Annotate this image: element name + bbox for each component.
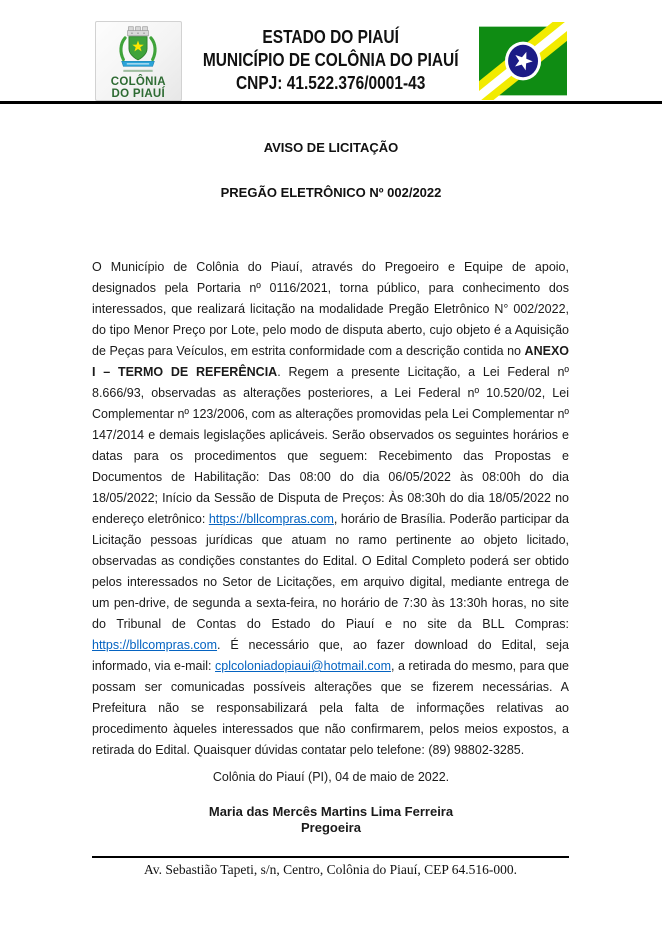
coat-of-arms-icon [110,25,166,75]
logo-name-line1: COLÔNIA [110,75,166,88]
body-text-segment: . Regem a presente Licitação, a Lei Federal nº 8.666/93, observadas as alterações posteriores, a Lei Federal nº 10.520/02, Lei Complementar nº 123/2006, com as alterações promovidas pela Lei Complementar nº 147/2014 e demais legislações aplicáveis. Serão observados os seguintes horários e datas para os procedimentos que seguem: Recebimento das Propostas e Documentos de Habilitação: Das 08:00 do dia 06/05/2022 às 08:00h do dia 18/05/2022; Início da Sessão de Disputa de Preços: Às 08:30h do dia 18/05/2022 no endereço eletrônico: [92,365,569,526]
header-state-line: ESTADO DO PIAUÍ [261,27,399,47]
body-text-segment: ANEXO I – TERMO DE REFERÊNCIA [92,344,569,379]
municipal-flag-icon [479,22,567,100]
signatory-name: Maria das Mercês Martins Lima Ferreira [208,804,454,819]
body-text-segment: O Município de Colônia do Piauí, através do Pregoeiro e Equipe de apoio, designados pela Portaria nº 0116/2021, torna público, para conhecimento dos interessados, que realizará licitação na modalidade Pregão Eletrônico N° 002/2022, do tipo Menor Preço por Lote, pelo modo de disputa aberto, cujo objeto é a Aquisição de Peças para Veículos, em estrita conformidade com a descrição contida no [92,260,569,358]
logo-name-line2: DO PIAUÍ [111,87,166,100]
place-date-line: Colônia do Piauí (PI), 04 de maio de 2022. [212,770,450,784]
document-header [0,0,662,104]
notice-title: AVISO DE LICITAÇÃO [263,140,399,155]
body-text-segment: , a retirada do mesmo, para que possam ser comunicadas possíveis alterações que se fizerem necessárias. A Prefeitura não se responsabilizará pela falta de informações relativas ao procedimento àqueles interessados que não confirmarem, pelos meios expostos, a retirada do Edital. Quaisquer dúvidas contatar pelo telefone: (89) 98802-3285. [92,659,570,757]
header-org-text [202,26,458,95]
municipality-logo [95,21,182,101]
header-cnpj-line: CNPJ: 41.522.376/0001-43 [235,73,425,93]
hyperlink[interactable]: https://bllcompras.com [92,638,218,652]
notice-body-paragraph [92,257,569,761]
signatory-role: Pregoeira [301,820,361,835]
hyperlink[interactable]: https://bllcompras.com [208,512,334,526]
auction-number-title: PREGÃO ELETRÔNICO Nº 002/2022 [220,185,442,200]
body-text-segment: . É necessário que, ao fazer download do Edital, seja informado, via e-mail: [92,638,569,673]
body-text-segment: , horário de Brasília. Poderão participar da Licitação pessoas jurídicas que atuam no ramo pertinente ao objeto licitado, observadas as condições constantes do Edital. O Edital Completo poderá ser obtido pelos interessados no Setor de Licitações, em arquivo digital, mediante entrega de um pen-drive, de segunda a sexta-feira, no horário de 7:30 às 13:30h horas, no site do Tribunal de Contas do Estado do Piauí e no site da BLL Compras: [92,512,569,631]
hyperlink[interactable]: cplcoloniadopiaui@hotmail.com [215,659,392,673]
footer-address: Av. Sebastião Tapeti, s/n, Centro, Colônia do Piauí, CEP 64.516-000. [92,856,569,878]
logo-municipality-name [111,76,166,100]
header-municipality-line: MUNICÍPIO DE COLÔNIA DO PIAUÍ [202,50,459,70]
signature-block [0,804,662,836]
